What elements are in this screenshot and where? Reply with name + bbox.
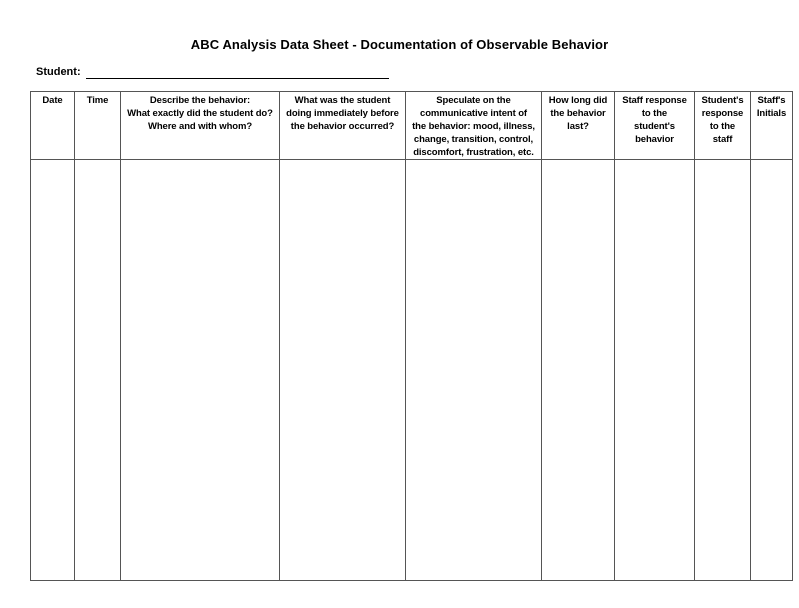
communicative-intent-cell[interactable] [406, 160, 542, 581]
duration-cell[interactable] [542, 160, 615, 581]
table-header-row [31, 92, 793, 160]
page-title: ABC Analysis Data Sheet - Documentation of Observable Behavior [190, 37, 609, 52]
student-label: Student: [36, 66, 81, 78]
student-response-cell[interactable] [695, 160, 751, 581]
column-header-duration: How long did the behavior last? [542, 92, 615, 160]
column-header-student-response: Student's response to the staff [695, 92, 751, 160]
column-header-staff-initials: Staff's Initials [751, 92, 793, 160]
describe-behavior-cell[interactable] [121, 160, 280, 581]
column-header-time: Time [75, 92, 121, 160]
time-cell[interactable] [75, 160, 121, 581]
column-header-before-behavior: What was the student doing immediately before the behavior occurred? [280, 92, 406, 160]
column-header-staff-response: Staff response to the student's behavior [615, 92, 695, 160]
abc-data-table [30, 91, 793, 581]
student-name-line[interactable] [86, 78, 389, 79]
date-cell[interactable] [31, 160, 75, 581]
column-header-describe-behavior: Describe the behavior: What exactly did the student do? Where and with whom? [121, 92, 280, 160]
column-header-date: Date [31, 92, 75, 160]
table-row [31, 160, 793, 581]
staff-response-cell[interactable] [615, 160, 695, 581]
column-header-communicative-intent: Speculate on the communicative intent of the behavior: mood, illness, change, transition, control, discomfort, frustration, etc. [406, 92, 542, 160]
staff-initials-cell[interactable] [751, 160, 793, 581]
before-behavior-cell[interactable] [280, 160, 406, 581]
